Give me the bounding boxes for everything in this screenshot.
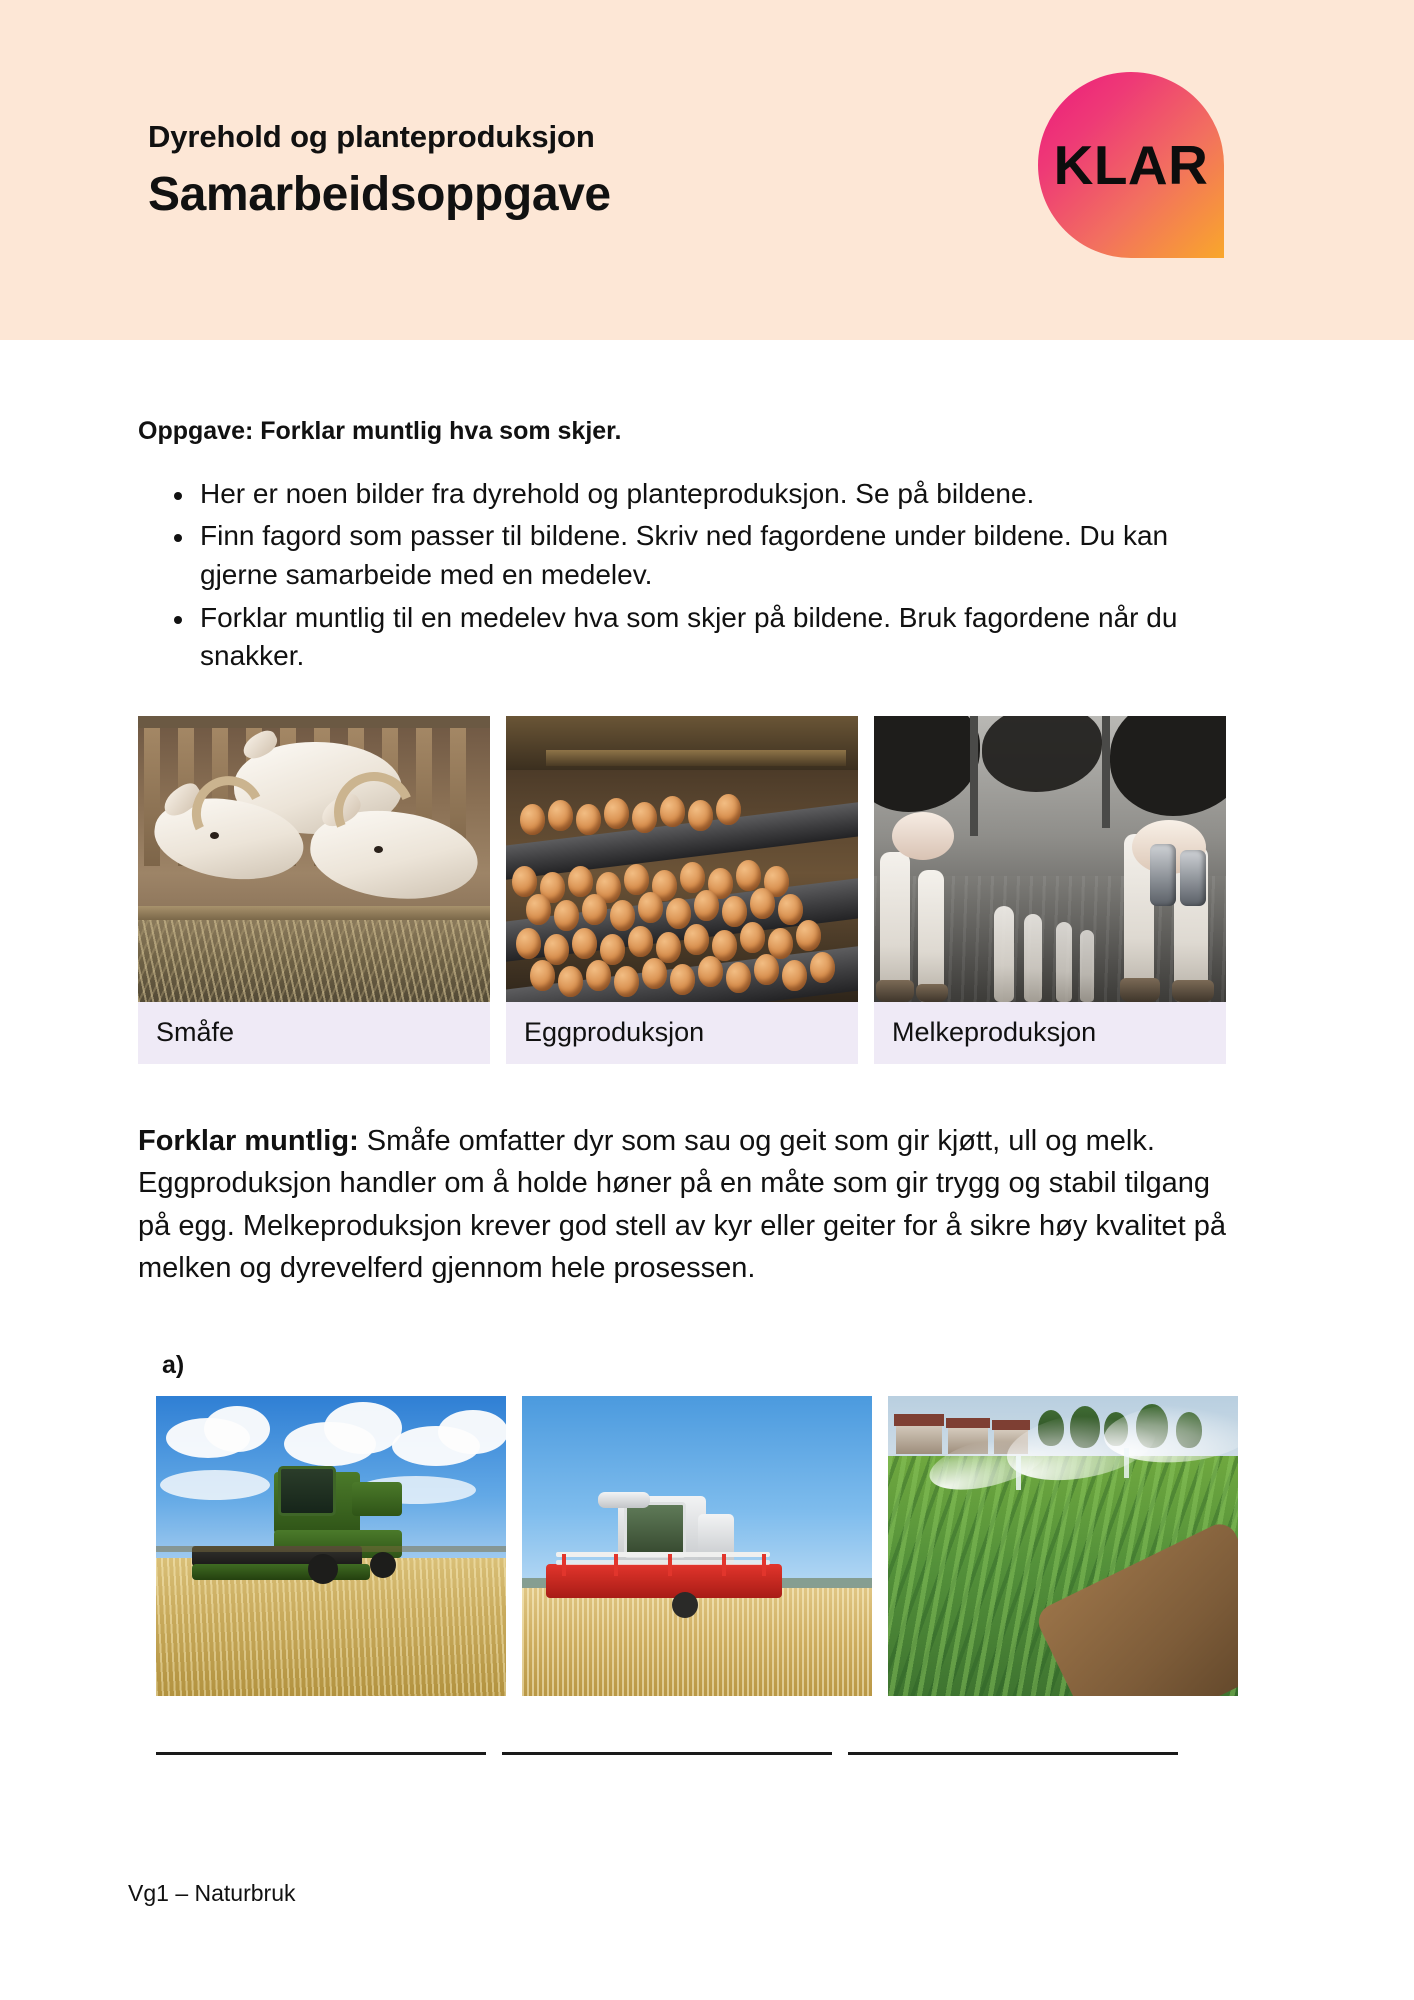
list-item: Forklar muntlig til en medelev hva som skjer på bildene. Bruk fagordene når du snakker.: [138, 599, 1238, 676]
goats-in-barn-photo: [138, 716, 490, 1002]
eggs-on-conveyor-photo: [506, 716, 858, 1002]
klar-logo: [1038, 72, 1224, 258]
photo-caption: Eggproduksjon: [524, 1017, 705, 1048]
green-combine-harvester-photo: [156, 1396, 506, 1696]
photo-row-plant-production: [156, 1396, 1238, 1696]
photo-card-smafe: [138, 716, 490, 1064]
milking-cluster-icon: [1150, 844, 1176, 906]
answer-line-row: [156, 1752, 1238, 1755]
caption-bar: [874, 1002, 1226, 1064]
photo-card-eggproduksjon: [506, 716, 858, 1064]
photo-row-animal-production: [138, 716, 1238, 1064]
task-bullet-list: [138, 475, 1238, 676]
answer-line[interactable]: [156, 1752, 486, 1755]
header-text-block: [148, 118, 1028, 222]
caption-bar: [506, 1002, 858, 1064]
list-item: Finn fagord som passer til bildene. Skriv ned fagordene under bildene. Du kan gjerne samarbeide med en medelev.: [138, 517, 1238, 594]
header-band: [0, 0, 1414, 340]
explanation-body: Småfe omfatter dyr som sau og geit som gir kjøtt, ull og melk. Eggproduksjon handler om å holde høner på en måte som gir trygg og stabil tilgang på egg. Melkeproduksjon krever god stell av kyr eller geiter for å sikre høy kvalitet på melken og dyrevelferd gjennom hele prosessen.: [138, 1124, 1226, 1284]
page-title: Samarbeidsoppgave: [148, 168, 611, 222]
field-irrigation-sprinkler-photo: [888, 1396, 1238, 1696]
explanation-lead: Forklar muntlig:: [138, 1124, 359, 1157]
page-footer: Vg1 – Naturbruk: [128, 1880, 296, 1906]
photo-caption: Småfe: [156, 1017, 235, 1048]
white-red-combine-harvester-photo: [522, 1396, 872, 1696]
subject-kicker: Dyrehold og planteproduksjon: [148, 119, 595, 154]
klar-logo-text: KLAR: [1053, 133, 1209, 196]
task-heading: Oppgave: Forklar muntlig hva som skjer.: [138, 417, 622, 445]
list-item: Her er noen bilder fra dyrehold og planteproduksjon. Se på bildene.: [138, 475, 1238, 514]
section-label-a: a): [162, 1351, 185, 1380]
answer-line[interactable]: [848, 1752, 1178, 1755]
photo-caption: Melkeproduksjon: [892, 1017, 1097, 1048]
cow-milking-photo: [874, 716, 1226, 1002]
caption-bar: [138, 1002, 490, 1064]
answer-line[interactable]: [502, 1752, 832, 1755]
milking-cluster-icon: [1180, 850, 1206, 906]
explanation-paragraph: [138, 1120, 1238, 1289]
photo-card-melkeproduksjon: [874, 716, 1226, 1064]
document-content: [138, 415, 1238, 1755]
